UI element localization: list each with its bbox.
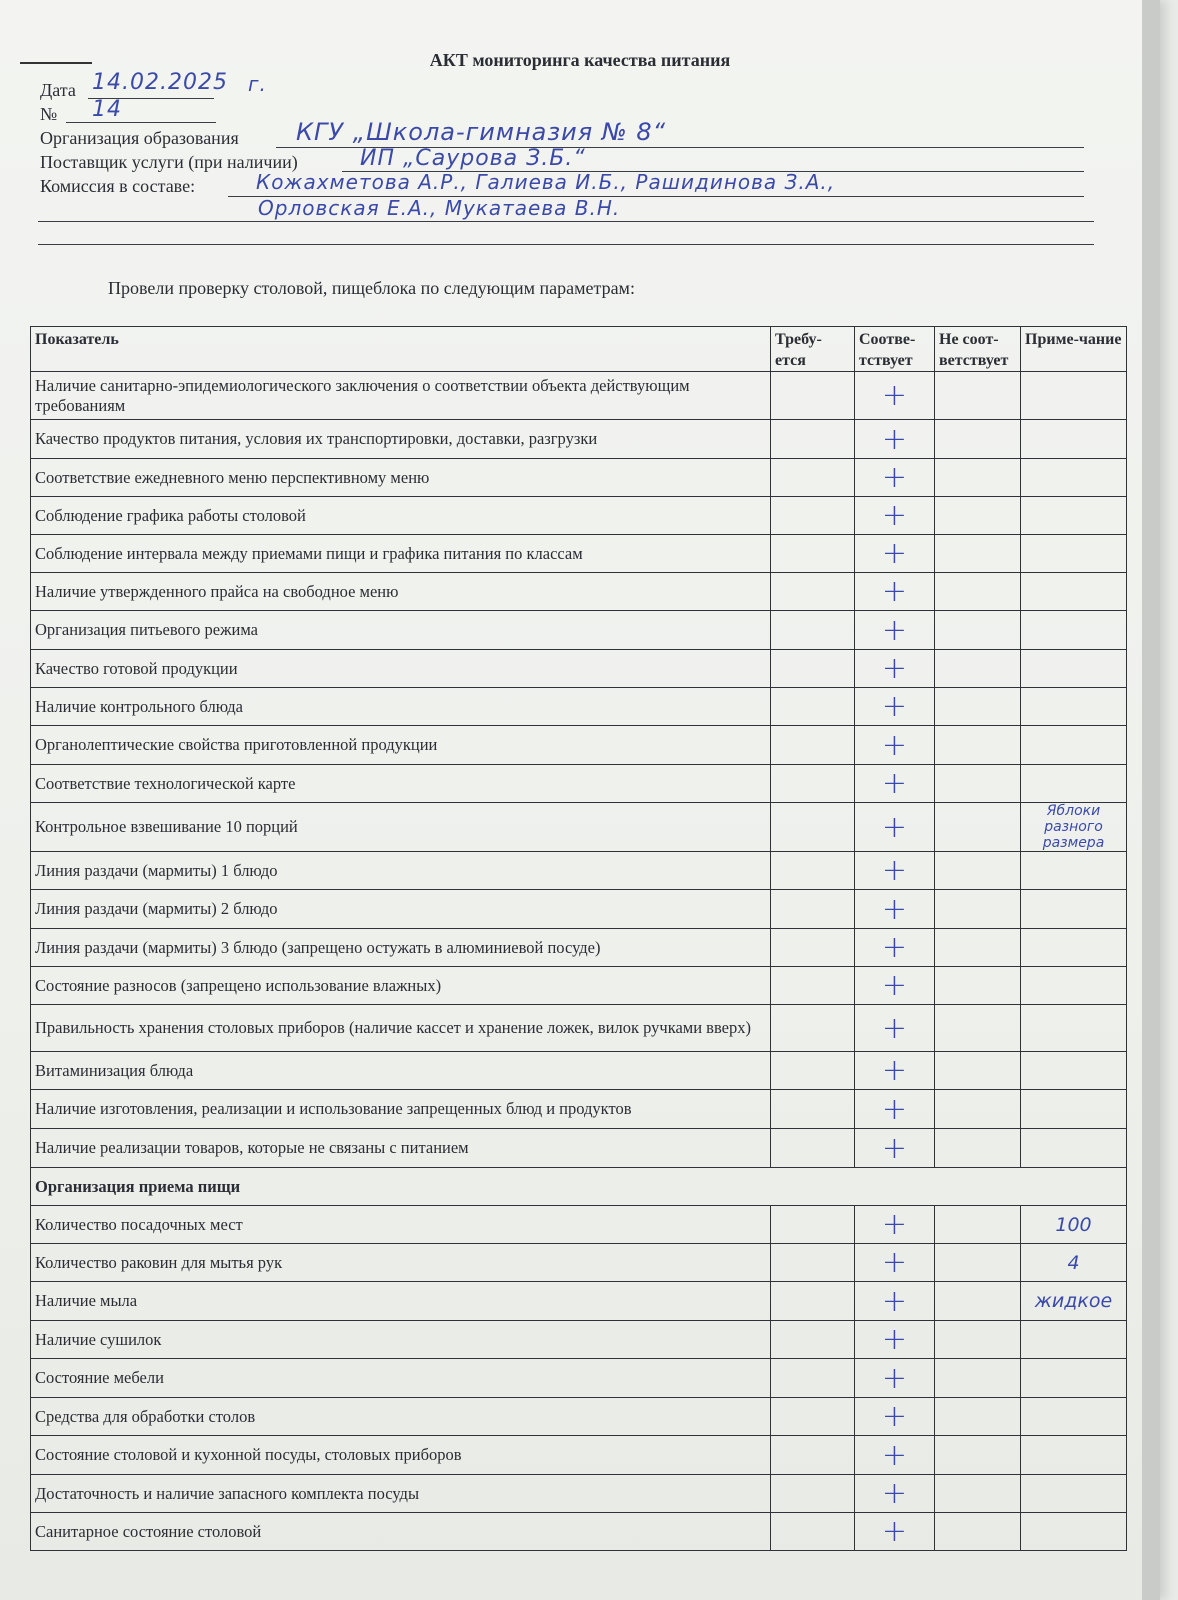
row-note: 4 [1021,1244,1127,1282]
row-required [771,1090,855,1129]
table-row [31,765,1127,803]
number-underline [66,122,216,123]
col-required-header: Требу-ется [771,327,855,372]
row-note [1021,650,1127,688]
monitoring-table [30,326,1127,1551]
row-complies: + [855,535,935,573]
row-not-complies [935,803,1021,852]
section-row [31,1168,1127,1206]
row-complies: + [855,459,935,497]
row-required [771,929,855,967]
row-not-complies [935,1282,1021,1321]
table-row [31,929,1127,967]
row-indicator: Количество посадочных мест [31,1206,771,1244]
row-complies: + [855,1005,935,1052]
row-required [771,1436,855,1475]
row-not-complies [935,1052,1021,1090]
table-row [31,726,1127,765]
row-not-complies [935,967,1021,1005]
row-note [1021,726,1127,765]
number-value: 14 [92,97,122,122]
row-not-complies [935,852,1021,890]
row-complies: + [855,726,935,765]
row-not-complies [935,1436,1021,1475]
table-row [31,890,1127,929]
row-not-complies [935,1513,1021,1551]
row-note [1021,1359,1127,1398]
row-note [1021,1475,1127,1513]
table-body [31,372,1127,1551]
col-not-complies-header: Не соот-ветствует [935,327,1021,372]
org-value: КГУ „Школа-гимназия № 8“ [296,118,667,146]
table-row [31,1475,1127,1513]
row-required [771,852,855,890]
row-complies: + [855,890,935,929]
table-row [31,688,1127,726]
table-row [31,650,1127,688]
supplier-value: ИП „Саурова З.Б.“ [360,146,586,171]
col-indicator-header: Показатель [31,327,771,372]
row-required [771,688,855,726]
row-required [771,1052,855,1090]
row-not-complies [935,535,1021,573]
row-note [1021,1513,1127,1551]
date-label: Дата [40,80,76,100]
row-note [1021,573,1127,611]
row-note: Яблоки разного размера [1021,803,1127,852]
row-not-complies [935,573,1021,611]
table-row [31,1244,1127,1282]
date-value: 14.02.2025 [92,70,228,95]
row-note [1021,852,1127,890]
row-required [771,1005,855,1052]
row-not-complies [935,688,1021,726]
row-indicator: Наличие утвержденного прайса на свободное меню [31,573,771,611]
row-complies: + [855,688,935,726]
row-complies: + [855,929,935,967]
row-required [771,1321,855,1359]
supplier-label: Поставщик услуги (при наличии) [40,152,298,172]
row-complies: + [855,803,935,852]
row-required [771,535,855,573]
row-required [771,611,855,650]
row-complies: + [855,573,935,611]
row-not-complies [935,726,1021,765]
row-indicator: Состояние столовой и кухонной посуды, столовых приборов [31,1436,771,1475]
row-not-complies [935,929,1021,967]
table-row [31,573,1127,611]
row-required [771,573,855,611]
row-indicator: Средства для обработки столов [31,1398,771,1436]
table-row [31,1005,1127,1052]
row-required [771,1282,855,1321]
row-note [1021,967,1127,1005]
row-indicator: Наличие сушилок [31,1321,771,1359]
row-required [771,1206,855,1244]
row-note [1021,1398,1127,1436]
row-indicator: Соблюдение графика работы столовой [31,497,771,535]
row-required [771,890,855,929]
row-complies: + [855,1090,935,1129]
row-complies: + [855,372,935,420]
row-complies: + [855,1513,935,1551]
row-indicator: Линия раздачи (мармиты) 2 блюдо [31,890,771,929]
row-indicator: Состояние мебели [31,1359,771,1398]
table-row [31,1052,1127,1090]
table-row [31,967,1127,1005]
row-indicator: Витаминизация блюда [31,1052,771,1090]
row-indicator: Линия раздачи (мармиты) 3 блюдо (запрещено остужать в алюминиевой посуде) [31,929,771,967]
page-edge [1142,0,1160,1600]
row-note [1021,497,1127,535]
row-complies: + [855,852,935,890]
row-not-complies [935,1321,1021,1359]
row-not-complies [935,372,1021,420]
row-indicator: Контрольное взвешивание 10 порций [31,803,771,852]
row-not-complies [935,890,1021,929]
table-row [31,535,1127,573]
table-row [31,497,1127,535]
row-indicator: Качество готовой продукции [31,650,771,688]
row-indicator: Соответствие ежедневного меню перспективному меню [31,459,771,497]
commission-underline-2 [38,221,1094,222]
row-note [1021,929,1127,967]
table-row [31,1359,1127,1398]
row-indicator: Наличие санитарно-эпидемиологического заключения о соответствии объекта действующим требованиям [31,372,771,420]
row-complies: + [855,650,935,688]
row-not-complies [935,497,1021,535]
row-indicator: Достаточность и наличие запасного комплекта посуды [31,1475,771,1513]
row-complies: + [855,420,935,459]
row-note [1021,765,1127,803]
row-note [1021,535,1127,573]
row-not-complies [935,1129,1021,1168]
section-title: Организация приема пищи [31,1168,1127,1206]
row-indicator: Линия раздачи (мармиты) 1 блюдо [31,852,771,890]
row-note [1021,1129,1127,1168]
row-required [771,803,855,852]
row-required [771,726,855,765]
table-row [31,1321,1127,1359]
row-complies: + [855,1129,935,1168]
row-complies: + [855,1282,935,1321]
row-complies: + [855,497,935,535]
row-indicator: Санитарное состояние столовой [31,1513,771,1551]
row-complies: + [855,1359,935,1398]
row-not-complies [935,459,1021,497]
row-not-complies [935,1005,1021,1052]
row-indicator: Правильность хранения столовых приборов (наличие кассет и хранение ложек, вилок ручками вверх) [31,1005,771,1052]
row-note [1021,1005,1127,1052]
row-not-complies [935,1359,1021,1398]
row-indicator: Качество продуктов питания, условия их транспортировки, доставки, разгрузки [31,420,771,459]
table-row [31,1090,1127,1129]
table-row [31,1129,1127,1168]
row-note [1021,372,1127,420]
row-indicator: Состояние разносов (запрещено использование влажных) [31,967,771,1005]
row-required [771,497,855,535]
row-required [771,420,855,459]
table-row [31,1513,1127,1551]
commission-line-1: Кожахметова А.Р., Галиева И.Б., Рашидинова З.А., [256,170,836,194]
commission-line-2: Орловская Е.А., Мукатаева В.Н. [258,196,621,220]
row-required [771,372,855,420]
row-not-complies [935,1475,1021,1513]
row-not-complies [935,611,1021,650]
row-complies: + [855,1398,935,1436]
row-indicator: Наличие реализации товаров, которые не связаны с питанием [31,1129,771,1168]
row-note [1021,611,1127,650]
row-required [771,765,855,803]
table-row [31,1206,1127,1244]
table-row [31,1282,1127,1321]
org-label: Организация образования [40,128,239,148]
table-row [31,420,1127,459]
row-not-complies [935,1398,1021,1436]
table-row [31,803,1127,852]
row-note [1021,688,1127,726]
row-indicator: Наличие изготовления, реализации и использование запрещенных блюд и продуктов [31,1090,771,1129]
row-indicator: Соответствие технологической карте [31,765,771,803]
row-note: жидкое [1021,1282,1127,1321]
row-complies: + [855,1052,935,1090]
row-complies: + [855,1475,935,1513]
row-indicator: Соблюдение интервала между приемами пищи и графика питания по классам [31,535,771,573]
row-complies: + [855,1244,935,1282]
row-not-complies [935,650,1021,688]
table-row [31,459,1127,497]
row-complies: + [855,765,935,803]
row-required [771,1398,855,1436]
row-complies: + [855,967,935,1005]
row-note [1021,890,1127,929]
row-note [1021,1436,1127,1475]
row-required [771,967,855,1005]
row-complies: + [855,1206,935,1244]
row-required [771,1359,855,1398]
number-label: № [40,104,58,124]
row-note [1021,459,1127,497]
row-not-complies [935,1206,1021,1244]
table-row [31,1436,1127,1475]
row-indicator: Количество раковин для мытья рук [31,1244,771,1282]
row-required [771,1129,855,1168]
row-note [1021,420,1127,459]
row-not-complies [935,1244,1021,1282]
table-header-row [31,327,1127,372]
document-title: АКТ мониторинга качества питания [429,50,731,70]
row-required [771,1475,855,1513]
row-indicator: Наличие контрольного блюда [31,688,771,726]
row-indicator: Наличие мыла [31,1282,771,1321]
row-required [771,459,855,497]
row-required [771,1513,855,1551]
row-not-complies [935,420,1021,459]
row-not-complies [935,1090,1021,1129]
row-note [1021,1090,1127,1129]
col-note-header: Приме-чание [1021,327,1127,372]
row-note [1021,1321,1127,1359]
row-not-complies [935,765,1021,803]
date-suffix: г. [248,72,267,96]
commission-label: Комиссия в составе: [40,176,196,196]
row-complies: + [855,1436,935,1475]
intro-text: Провели проверку столовой, пищеблока по следующим параметрам: [108,278,635,298]
row-complies: + [855,611,935,650]
row-note: 100 [1021,1206,1127,1244]
row-indicator: Органолептические свойства приготовленной продукции [31,726,771,765]
table-row [31,611,1127,650]
row-required [771,1244,855,1282]
table-row [31,372,1127,420]
col-complies-header: Соотве-тствует [855,327,935,372]
row-indicator: Организация питьевого режима [31,611,771,650]
table-row [31,852,1127,890]
row-complies: + [855,1321,935,1359]
row-required [771,650,855,688]
commission-underline-3 [38,244,1094,245]
table-row [31,1398,1127,1436]
row-note [1021,1052,1127,1090]
